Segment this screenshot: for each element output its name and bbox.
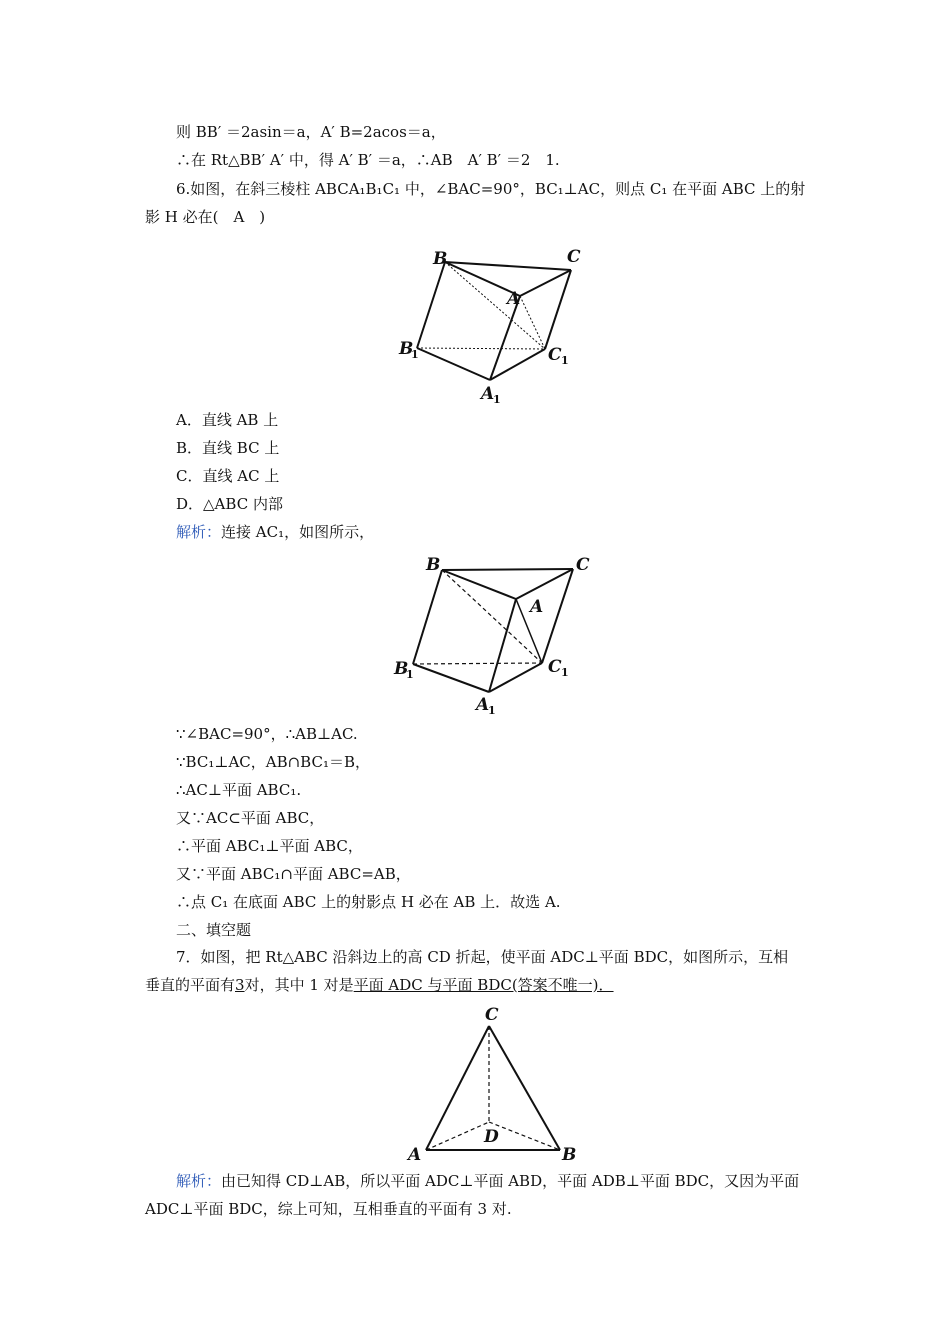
- option-d: D．△ABC 内部: [176, 495, 283, 513]
- question-6-cont: 影 H 必在( A ): [145, 208, 266, 226]
- option-a: A．直线 AB 上: [176, 411, 279, 429]
- solution-line-cont: ADC⊥平面 BDC，综上可知，互相垂直的平面有 3 对.: [145, 1200, 512, 1218]
- svg-text:1: 1: [561, 666, 569, 679]
- svg-text:1: 1: [561, 354, 569, 367]
- question-6: 6.如图，在斜三棱柱 ABCA₁B₁C₁ 中，∠BAC=90°，BC₁⊥AC，则点 C₁ 在平面 ABC 上的射: [176, 180, 806, 198]
- svg-text:1: 1: [493, 393, 501, 404]
- proof-step: ∵BC₁⊥AC，AB∩BC₁＝B，: [176, 753, 370, 771]
- solution-label: 解析：: [176, 1172, 222, 1190]
- question-7: 7．如图，把 Rt△ABC 沿斜边上的高 CD 折起，使平面 ADC⊥平面 BDC，如图所示，互相: [176, 948, 789, 966]
- vertex-label-A: A: [408, 1145, 422, 1165]
- prism-figure-2: [390, 552, 600, 718]
- proof-step: ∴点 C₁ 在底面 ABC 上的射影点 H 必在 AB 上．故选 A.: [176, 893, 561, 911]
- vertex-label-A: A: [530, 597, 544, 617]
- solution-label: 解析：: [176, 523, 222, 541]
- vertex-label-B1: B: [394, 659, 409, 679]
- vertex-label-C: C: [567, 247, 581, 267]
- option-b: B．直线 BC 上: [176, 439, 280, 457]
- solution-line: 解析：由已知得 CD⊥AB，所以平面 ADC⊥平面 ABD，平面 ADB⊥平面 BDC，又因为平面: [176, 1172, 800, 1190]
- question-7-cont: 垂直的平面有3对，其中 1 对是平面 ADC 与平面 BDC(答案不唯一)．: [145, 976, 614, 994]
- answer-blank: 3: [235, 976, 245, 994]
- vertex-label-B1: B: [399, 339, 414, 359]
- text-line: ∴在 Rt△BB′ A′ 中，得 A′ B′ ＝a，∴AB A′ B′ ＝2 1.: [176, 151, 560, 169]
- prism-figure-1: [395, 244, 595, 404]
- proof-step: ∴AC⊥平面 ABC₁.: [176, 781, 302, 799]
- vertex-label-A1: A: [476, 695, 490, 715]
- vertex-label-C1: C: [548, 657, 562, 677]
- tetrahedron-figure: [400, 1004, 590, 1166]
- vertex-label-A1: A: [481, 384, 495, 404]
- svg-text:1: 1: [406, 668, 414, 681]
- vertex-label-C1: C: [548, 345, 562, 365]
- answer-blank: 平面 ADC 与平面 BDC(答案不唯一)．: [353, 976, 614, 994]
- proof-step: ∵∠BAC=90°，∴AB⊥AC.: [176, 725, 358, 743]
- proof-step: 又∵平面 ABC₁∩平面 ABC=AB，: [176, 865, 411, 883]
- vertex-label-C: C: [576, 555, 590, 575]
- option-c: C．直线 AC 上: [176, 467, 280, 485]
- vertex-label-B: B: [426, 555, 441, 575]
- vertex-label-D: D: [484, 1127, 499, 1147]
- vertex-label-C: C: [485, 1005, 499, 1025]
- proof-step: 又∵AC⊂平面 ABC，: [176, 809, 325, 827]
- section-heading: 二、填空题: [176, 921, 252, 939]
- vertex-label-B: B: [433, 249, 448, 269]
- solution-line: 解析：连接 AC₁，如图所示，: [176, 523, 375, 541]
- svg-text:1: 1: [411, 348, 419, 361]
- svg-text:1: 1: [488, 704, 496, 717]
- proof-step: ∴平面 ABC₁⊥平面 ABC，: [176, 837, 363, 855]
- vertex-label-B: B: [562, 1145, 577, 1165]
- text-line: 则 BB′ ＝2asin＝a，A′ B=2acos＝a，: [176, 123, 446, 141]
- vertex-label-A: A: [507, 289, 521, 309]
